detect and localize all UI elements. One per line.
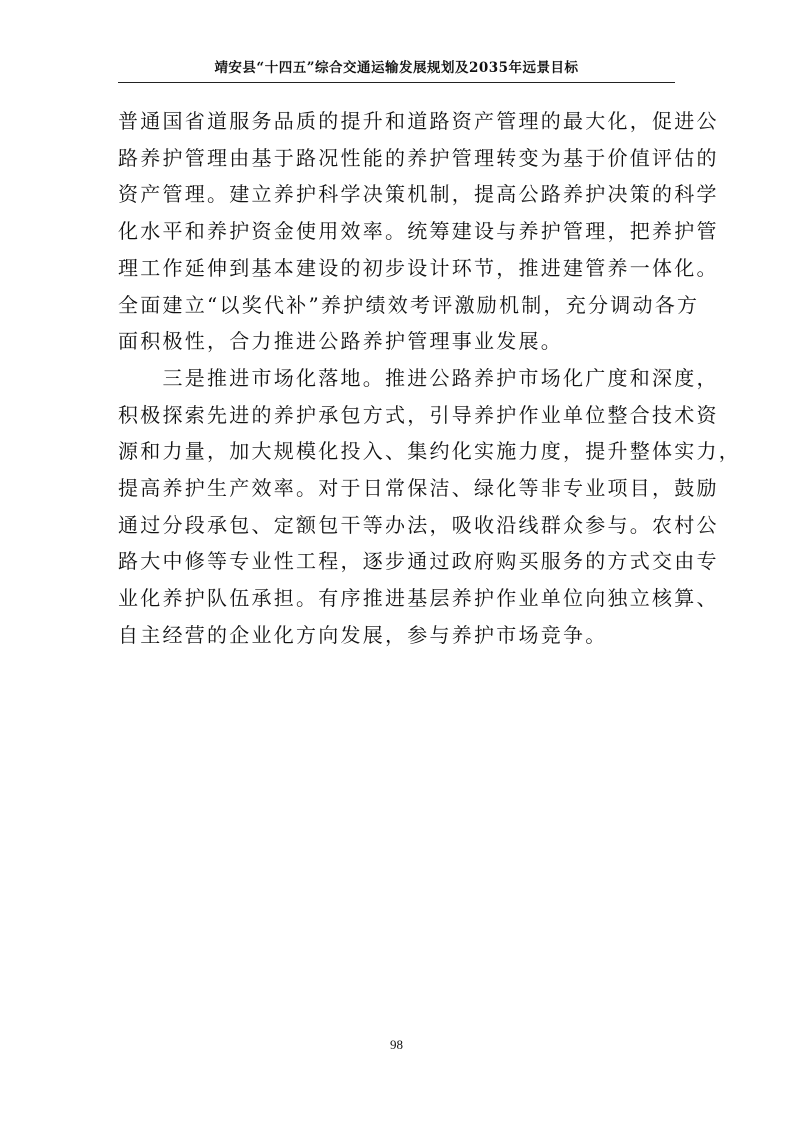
text-line: 源和力量，加大规模化投入、集约化实施力度，提升整体实力，: [118, 439, 741, 464]
text-line: 理工作延伸到基本建设的初步设计环节，推进建管养一体化。: [118, 255, 719, 280]
text-line: 全面建立“以奖代补”养护绩效考评激励机制，充分调动各方: [118, 292, 700, 317]
text-line: 化水平和养护资金使用效率。统筹建设与养护管理，把养护管: [118, 219, 719, 244]
text-line: 自主经营的企业化方向发展，参与养护市场竞争。: [118, 622, 608, 647]
text-line: 路大中修等专业性工程，逐步通过政府购买服务的方式交由专: [118, 549, 719, 574]
header-title: 靖安县“十四五”综合交通运输发展规划及2035年远景目标: [214, 60, 579, 76]
text-line: 提高养护生产效率。对于日常保洁、绿化等非专业项目，鼓励: [118, 476, 719, 501]
page-header: [118, 58, 675, 83]
text-line: 路养护管理由基于路况性能的养护管理转变为基于价值评估的: [118, 145, 719, 170]
text-line: 面积极性，合力推进公路养护管理事业发展。: [118, 329, 563, 354]
text-line: 通过分段承包、定额包干等办法，吸收沿线群众参与。农村公: [118, 512, 719, 537]
text-line: 普通国省道服务品质的提升和道路资产管理的最大化，促进公: [118, 109, 719, 133]
text-line: 业化养护队伍承担。有序推进基层养护作业单位向独立核算、: [118, 586, 719, 611]
text-line: 资产管理。建立养护科学决策机制，提高公路养护决策的科学: [118, 182, 719, 207]
text-line: 积极探索先进的养护承包方式，引导养护作业单位整合技术资: [118, 402, 719, 427]
body-text: [118, 103, 741, 654]
text-line: 三是推进市场化落地。推进公路养护市场化广度和深度，: [118, 365, 719, 390]
page-number: 98: [390, 1037, 403, 1052]
